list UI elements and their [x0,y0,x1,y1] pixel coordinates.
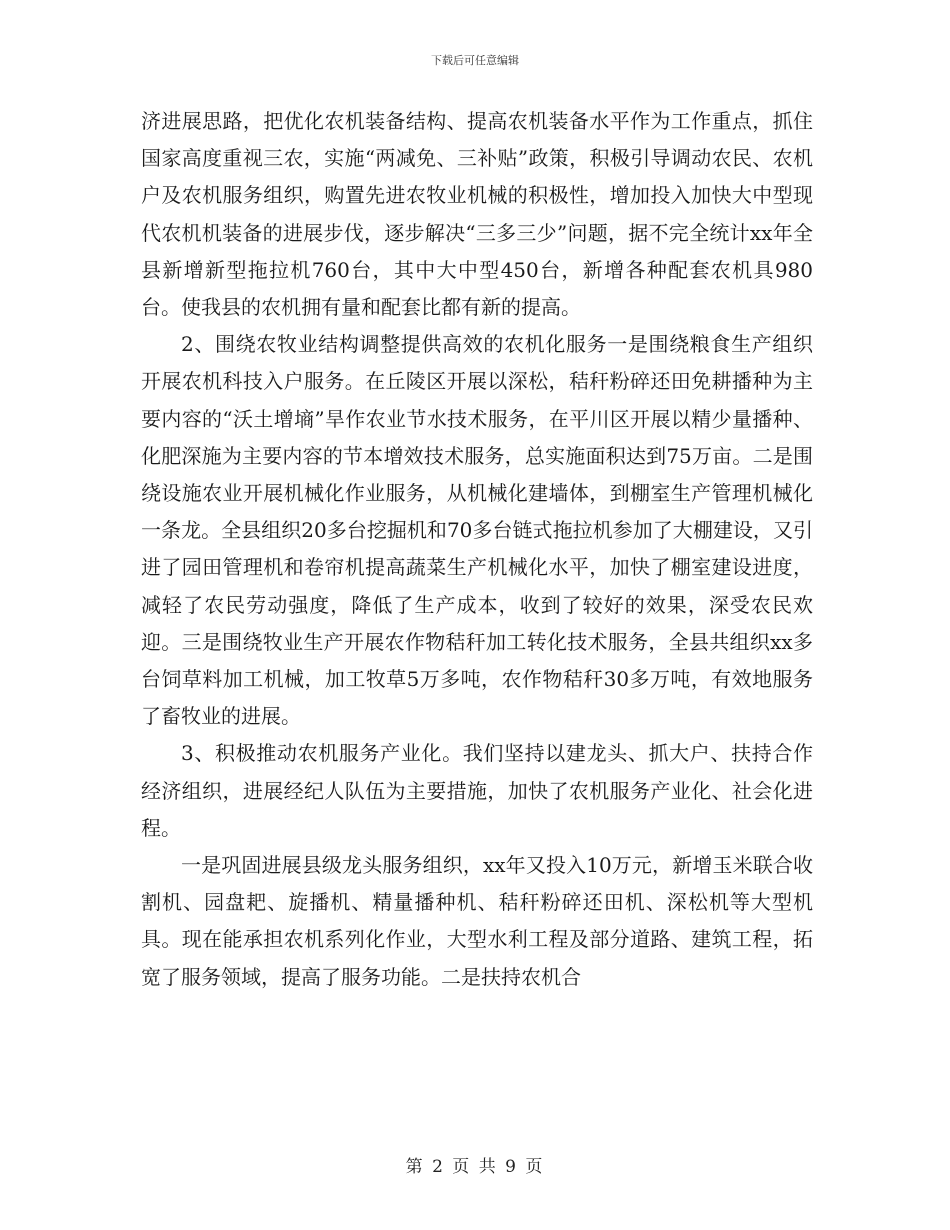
document-body [141,103,813,996]
page-number: 第 2 页 共 9 页 [405,1157,545,1177]
paragraph-1: 济进展思路，把优化农机装备结构、提高农机装备水平作为工作重点，抓住国家高度重视三农，实施“两减免、三补贴”政策，积极引导调动农民、农机户及农机服务组织，购置先进农牧业机械的积极性，增加投入加快大中型现代农机机装备的进展步伐，逐步解决“三多三少”问题，据不完全统计xx年全县新增新型拖拉机760台，其中大中型450台，新增各种配套农机具980台。使我县的农机拥有量和配套比都有新的提高。 [141,109,813,320]
paragraph-4: 一是巩固进展县级龙头服务组织，xx年又投入10万元，新增玉米联合收割机、园盘耙、旋播机、精量播种机、秸秆粉碎还田机、深松机等大型机具。现在能承担农机系列化作业，大型水利工程及部分道路、建筑工程，拓宽了服务领域，提高了服务功能。二是扶持农机合 [141,853,813,989]
paragraph-3: 3、积极推动农机服务产业化。我们坚持以建龙头、抓大户、扶持合作经济组织，进展经纪人队伍为主要措施，加快了农机服务产业化、社会化进程。 [141,741,813,840]
paragraph-2: 2、围绕农牧业结构调整提供高效的农机化服务一是围绕粮食生产组织开展农机科技入户服务。在丘陵区开展以深松，秸秆粉碎还田免耕播种为主要内容的“沃土增墒”旱作农业节水技术服务，在平川区开展以精少量播种、化肥深施为主要内容的节本增效技术服务，总实施面积达到75万亩。二是围绕设施农业开展机械化作业服务，从机械化建墙体，到棚室生产管理机械化一条龙。全县组织20多台挖掘机和70多台链式拖拉机参加了大棚建设，又引进了园田管理机和卷帘机提高蔬菜生产机械化水平，加快了棚室建设进度，减轻了农民劳动强度，降低了生产成本，收到了较好的效果，深受农民欢迎。三是围绕牧业生产开展农作物秸秆加工转化技术服务，全县共组织xx多台饲草料加工机械，加工牧草5万多吨，农作物秸秆30多万吨，有效地服务了畜牧业的进展。 [141,332,813,729]
header-note: 下载后可任意编辑 [431,54,519,67]
